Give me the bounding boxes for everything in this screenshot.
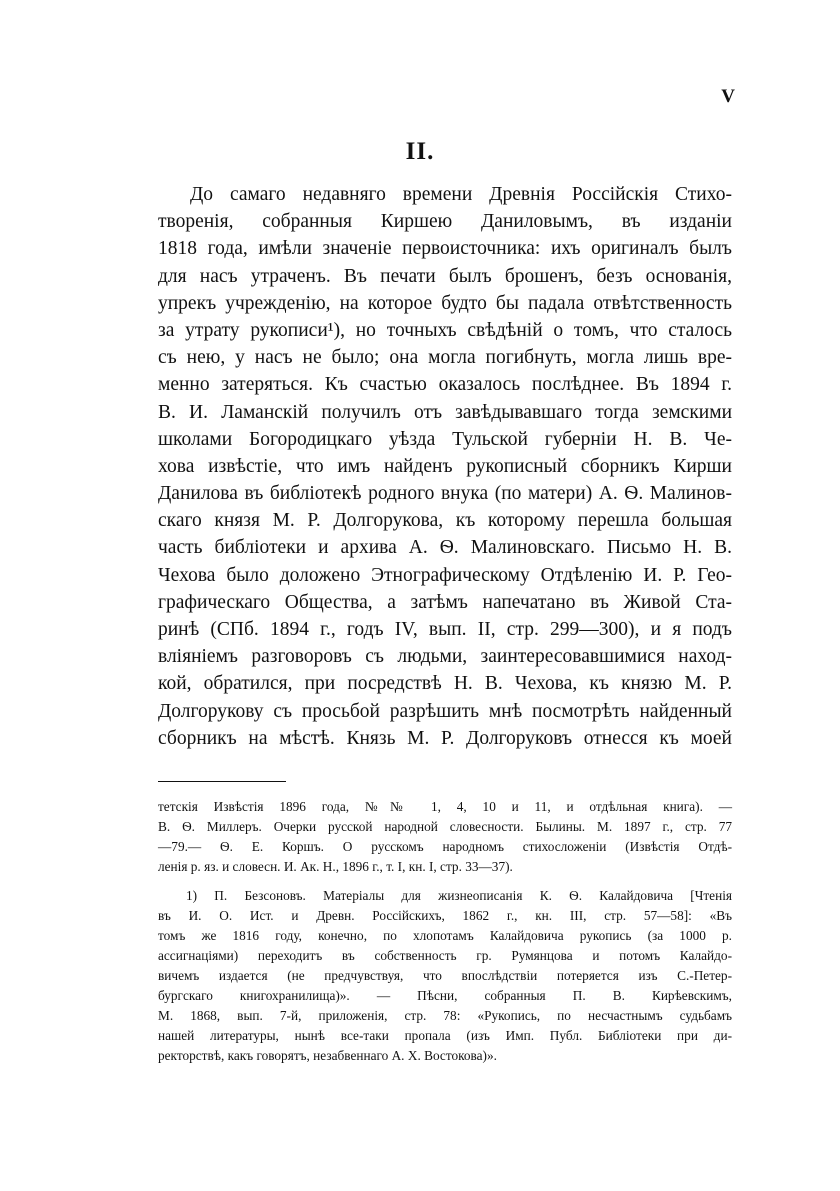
body-line: До самаго недавняго времени Древнія Россійскія Стихо- (190, 184, 732, 205)
body-line: 1818 года, имѣли значеніе первоисточника: ихъ оригиналъ былъ (158, 238, 732, 260)
body-line: Чехова было доложено Этнографическому Отдѣленію И. Р. Гео- (158, 564, 732, 586)
footnotes (158, 797, 732, 1066)
footnote-continued-line: ленія р. яз. и словесн. И. Ак. Н., 1896 г., т. I, кн. I, стр. 33—37). (158, 859, 513, 874)
footnote-1-line: въ И. О. Ист. и Древн. Россійскихъ, 1862 г., кн. III, стр. 57—58]: «Въ (158, 908, 732, 923)
body-line: ринѣ (СПб. 1894 г., годъ IV, вып. II, стр. 299—300), и я подъ (158, 619, 732, 640)
footnote-1-line: бургскаго книгохранилища)». — Пѣсни, собранныя П. В. Кирѣевскимъ, (158, 988, 732, 1003)
body-line: кой, обратился, при посредствѣ Н. В. Чехова, къ князю М. Р. (158, 673, 732, 695)
body-line: упрекъ учрежденію, на которое будто бы падала отвѣтственность (158, 292, 732, 314)
footnote-1-line: вичемъ издается (не предчувствуя, что впослѣдствіи потеряется изъ С.-Петер- (158, 968, 732, 983)
footnote-continued-line: В. Ѳ. Миллеръ. Очерки русской народной словесности. Былины. М. 1897 г., стр. 77 (158, 819, 732, 834)
body-line: съ нею, у насъ не было; она могла погибнуть, могла лишь вре- (158, 347, 732, 369)
page-number: V (721, 86, 735, 107)
section-title: II. (405, 138, 435, 165)
footnote-continued-line: тетскія Извѣстія 1896 года, №№ 1, 4, 10 и 11, и отдѣльная книга). — (158, 799, 732, 814)
footnote-spacer (158, 877, 732, 886)
body-line: сборникъ на мѣстѣ. Князь М. Р. Долгоруковъ отнесся къ моей (158, 727, 732, 749)
footnote-1-line: М. 1868, вып. 7-й, приложенія, стр. 78: «Рукопись, по несчастнымъ судьбамъ (158, 1008, 732, 1023)
footnote-continued-line: —79.— Ѳ. Е. Коршъ. О русскомъ народномъ стихосложеніи (Извѣстія Отдѣ- (158, 839, 732, 854)
body-line: школами Богородицкаго уѣзда Тульской губерніи Н. В. Че- (158, 428, 732, 450)
body-line: Долгорукову съ просьбой разрѣшить мнѣ посмотрѣть найденный (158, 700, 732, 722)
body-line: В. И. Ламанскій получилъ отъ завѣдывавшаго тогда земскими (158, 401, 732, 423)
body-line: хова извѣстіе, что имъ найденъ рукописный сборникъ Кирши (158, 455, 732, 477)
body-line: творенія, собранныя Киршею Даниловымъ, въ изданіи (158, 211, 732, 233)
body-line: графическаго Общества, а затѣмъ напечатано въ Живой Ста- (158, 591, 732, 613)
body-line: часть библіотеки и архива А. Ѳ. Малиновскаго. Письмо Н. В. (158, 537, 732, 559)
footnote-1-line: нашей литературы, нынѣ все-таки пропала (изъ Имп. Публ. Библіотеки при ди- (158, 1028, 732, 1043)
footnote-1-line: 1) П. Безсоновъ. Матеріалы для жизнеописанія К. Ѳ. Калайдовича [Чтенія (186, 888, 732, 903)
body-line: за утрату рукописи¹), но точныхъ свѣдѣній о томъ, что сталось (158, 319, 732, 341)
body-line: Данилова въ библіотекѣ родного внука (по матери) А. Ѳ. Малинов- (158, 483, 732, 505)
footnote-1-line: ассигнаціями) переходитъ въ собственность гр. Румянцова и потомъ Калайдо- (158, 948, 732, 963)
main-text (158, 181, 732, 752)
body-line: скаго князя М. Р. Долгорукова, къ которому перешла большая (158, 510, 732, 532)
body-line: менно затеряться. Къ счастью оказалось послѣднее. Въ 1894 г. (158, 374, 732, 396)
body-line: для насъ утраченъ. Въ печати былъ брошенъ, безъ основанія, (158, 265, 732, 287)
footnote-1-line: томъ же 1816 году, конечно, по хлопотамъ Калайдовича рукопись (за 1000 р. (158, 928, 732, 943)
footnote-rule (158, 781, 286, 782)
footnote-1-line: ректорствѣ, какъ говорятъ, незабвеннаго А. Х. Востокова)». (158, 1048, 497, 1063)
body-line: вліяніемъ разговоровъ съ людьми, заинтересовавшимися наход- (158, 646, 732, 668)
